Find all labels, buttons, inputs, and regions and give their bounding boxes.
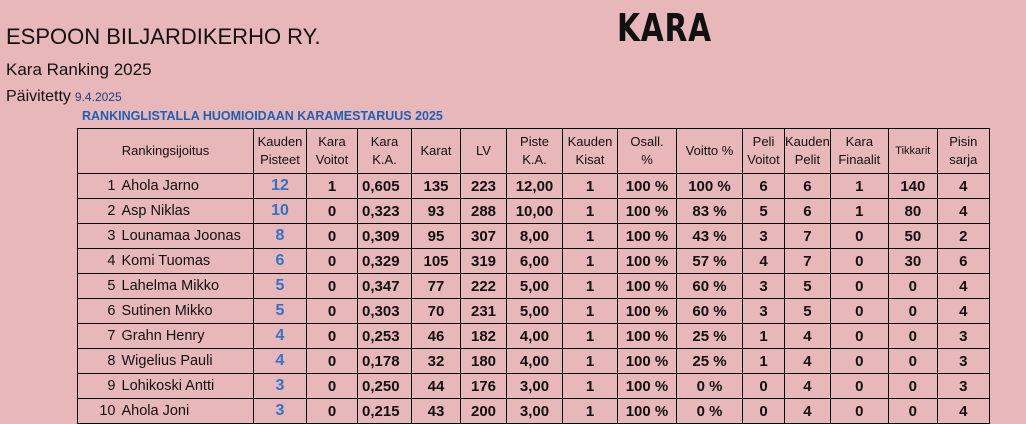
lv-cell: 180 <box>461 349 507 374</box>
header-lv: LV <box>461 129 507 174</box>
events-cell: 1 <box>563 399 618 424</box>
kara-avg-cell: 0,250 <box>358 374 412 399</box>
points-cell: 6 <box>254 249 307 274</box>
kara-avg-cell: 0,178 <box>358 349 412 374</box>
lv-cell: 307 <box>461 224 507 249</box>
win-pct-cell: 25 % <box>677 349 743 374</box>
tikkarit-cell: 0 <box>888 299 937 324</box>
win-pct-cell: 0 % <box>677 374 743 399</box>
game-wins-cell: 3 <box>743 299 785 324</box>
game-wins-cell: 0 <box>743 374 785 399</box>
player-name: Ahola Jarno <box>119 174 254 199</box>
table-row <box>78 374 990 399</box>
player-name: Komi Tuomas <box>119 249 254 274</box>
points-cell: 12 <box>254 174 307 199</box>
tikkarit-cell: 50 <box>888 224 937 249</box>
points-avg-cell: 4,00 <box>507 349 563 374</box>
games-cell: 7 <box>785 224 831 249</box>
events-cell: 1 <box>563 224 618 249</box>
games-cell: 4 <box>785 374 831 399</box>
club-name: ESPOON BILJARDIKERHO RY. <box>6 24 321 49</box>
longest-run-cell: 6 <box>937 249 989 274</box>
player-name: Grahn Henry <box>119 324 254 349</box>
tikkarit-cell: 0 <box>888 274 937 299</box>
win-pct-cell: 25 % <box>677 324 743 349</box>
finals-cell: 1 <box>830 174 888 199</box>
player-name: Lahelma Mikko <box>119 274 254 299</box>
karat-cell: 43 <box>412 399 461 424</box>
longest-run-cell: 3 <box>937 349 989 374</box>
rank-cell: 5 <box>78 274 119 299</box>
table-row <box>78 349 990 374</box>
games-cell: 5 <box>785 299 831 324</box>
longest-run-cell: 3 <box>937 374 989 399</box>
header-tikkarit: Tikkarit <box>888 129 937 174</box>
win-pct-cell: 83 % <box>677 199 743 224</box>
rank-cell: 2 <box>78 199 119 224</box>
points-cell: 8 <box>254 224 307 249</box>
points-avg-cell: 3,00 <box>507 399 563 424</box>
kara-wins-cell: 0 <box>307 224 358 249</box>
karat-cell: 135 <box>412 174 461 199</box>
events-cell: 1 <box>563 299 618 324</box>
points-avg-cell: 6,00 <box>507 249 563 274</box>
points-cell: 5 <box>254 299 307 324</box>
win-pct-cell: 0 % <box>677 399 743 424</box>
points-avg-cell: 5,00 <box>507 274 563 299</box>
win-pct-cell: 43 % <box>677 224 743 249</box>
karat-cell: 105 <box>412 249 461 274</box>
kara-avg-cell: 0,215 <box>358 399 412 424</box>
game-wins-cell: 0 <box>743 399 785 424</box>
header-kara-finaalit: Kara Finaalit <box>830 129 888 174</box>
kara-avg-cell: 0,309 <box>358 224 412 249</box>
win-pct-cell: 57 % <box>677 249 743 274</box>
longest-run-cell: 3 <box>937 324 989 349</box>
player-name: Lounamaa Joonas <box>119 224 254 249</box>
participation-cell: 100 % <box>618 374 677 399</box>
finals-cell: 0 <box>830 274 888 299</box>
table-row <box>78 199 990 224</box>
rank-cell: 8 <box>78 349 119 374</box>
kara-avg-cell: 0,347 <box>358 274 412 299</box>
lv-cell: 319 <box>461 249 507 274</box>
lv-cell: 288 <box>461 199 507 224</box>
points-cell: 4 <box>254 349 307 374</box>
games-cell: 4 <box>785 399 831 424</box>
rank-cell: 10 <box>78 399 119 424</box>
rank-cell: 7 <box>78 324 119 349</box>
kara-wins-cell: 0 <box>307 199 358 224</box>
karat-cell: 46 <box>412 324 461 349</box>
table-row <box>78 224 990 249</box>
player-name: Ahola Joni <box>119 399 254 424</box>
header-voitto: Voitto % <box>677 129 743 174</box>
game-wins-cell: 1 <box>743 324 785 349</box>
tikkarit-cell: 80 <box>888 199 937 224</box>
events-cell: 1 <box>563 324 618 349</box>
events-cell: 1 <box>563 349 618 374</box>
events-cell: 1 <box>563 249 618 274</box>
finals-cell: 0 <box>830 299 888 324</box>
kara-wins-cell: 0 <box>307 324 358 349</box>
points-avg-cell: 4,00 <box>507 324 563 349</box>
karat-cell: 70 <box>412 299 461 324</box>
tikkarit-cell: 140 <box>888 174 937 199</box>
longest-run-cell: 4 <box>937 399 989 424</box>
ranking-note: RANKINGLISTALLA HUOMIOIDAAN KARAMESTARUUS 2025 <box>82 109 443 123</box>
games-cell: 4 <box>785 324 831 349</box>
header-kara-ka: Kara K.A. <box>358 129 412 174</box>
subtitle: Kara Ranking 2025 <box>6 60 152 79</box>
lv-cell: 200 <box>461 399 507 424</box>
longest-run-cell: 4 <box>937 299 989 324</box>
kara-avg-cell: 0,303 <box>358 299 412 324</box>
player-name: Sutinen Mikko <box>119 299 254 324</box>
updated-label: Päivitetty <box>6 88 71 105</box>
longest-run-cell: 4 <box>937 199 989 224</box>
header-kauden-pelit: Kauden Pelit <box>785 129 831 174</box>
header-piste-ka: Piste K.A. <box>507 129 563 174</box>
lv-cell: 182 <box>461 324 507 349</box>
points-avg-cell: 12,00 <box>507 174 563 199</box>
finals-cell: 1 <box>830 199 888 224</box>
points-cell: 5 <box>254 274 307 299</box>
karat-cell: 95 <box>412 224 461 249</box>
table-row <box>78 274 990 299</box>
kara-wins-cell: 0 <box>307 274 358 299</box>
kara-wins-cell: 0 <box>307 349 358 374</box>
longest-run-cell: 2 <box>937 224 989 249</box>
points-avg-cell: 8,00 <box>507 224 563 249</box>
lv-cell: 223 <box>461 174 507 199</box>
rank-cell: 6 <box>78 299 119 324</box>
tikkarit-cell: 0 <box>888 349 937 374</box>
kara-wins-cell: 0 <box>307 249 358 274</box>
rank-cell: 1 <box>78 174 119 199</box>
updated-date: 9.4.2025 <box>74 90 122 104</box>
header-kauden-kisat: Kauden Kisat <box>563 129 618 174</box>
points-cell: 3 <box>254 374 307 399</box>
win-pct-cell: 100 % <box>677 174 743 199</box>
player-name: Asp Niklas <box>119 199 254 224</box>
player-name: Wigelius Pauli <box>119 349 254 374</box>
header-osall: Osall. % <box>618 129 677 174</box>
win-pct-cell: 60 % <box>677 274 743 299</box>
header-kara-voitot: Kara Voitot <box>307 129 358 174</box>
lv-cell: 222 <box>461 274 507 299</box>
longest-run-cell: 4 <box>937 174 989 199</box>
lv-cell: 176 <box>461 374 507 399</box>
header-row <box>78 129 990 174</box>
participation-cell: 100 % <box>618 324 677 349</box>
lv-cell: 231 <box>461 299 507 324</box>
points-avg-cell: 3,00 <box>507 374 563 399</box>
participation-cell: 100 % <box>618 249 677 274</box>
kara-avg-cell: 0,253 <box>358 324 412 349</box>
finals-cell: 0 <box>830 374 888 399</box>
rank-cell: 3 <box>78 224 119 249</box>
events-cell: 1 <box>563 274 618 299</box>
header-peli-voitot: Peli Voitot <box>743 129 785 174</box>
table-row <box>78 324 990 349</box>
header-karat: Karat <box>412 129 461 174</box>
games-cell: 5 <box>785 274 831 299</box>
page-title: KARA <box>617 6 712 50</box>
tikkarit-cell: 0 <box>888 374 937 399</box>
karat-cell: 77 <box>412 274 461 299</box>
kara-wins-cell: 0 <box>307 299 358 324</box>
longest-run-cell: 4 <box>937 274 989 299</box>
header-rank: Rankingsijoitus <box>78 129 254 174</box>
kara-wins-cell: 1 <box>307 174 358 199</box>
finals-cell: 0 <box>830 324 888 349</box>
table-row <box>78 174 990 199</box>
game-wins-cell: 5 <box>743 199 785 224</box>
table-row <box>78 299 990 324</box>
points-cell: 4 <box>254 324 307 349</box>
participation-cell: 100 % <box>618 299 677 324</box>
participation-cell: 100 % <box>618 199 677 224</box>
kara-wins-cell: 0 <box>307 374 358 399</box>
points-avg-cell: 10,00 <box>507 199 563 224</box>
participation-cell: 100 % <box>618 174 677 199</box>
karat-cell: 44 <box>412 374 461 399</box>
win-pct-cell: 60 % <box>677 299 743 324</box>
game-wins-cell: 4 <box>743 249 785 274</box>
points-cell: 3 <box>254 399 307 424</box>
game-wins-cell: 6 <box>743 174 785 199</box>
game-wins-cell: 1 <box>743 349 785 374</box>
games-cell: 4 <box>785 349 831 374</box>
participation-cell: 100 % <box>618 224 677 249</box>
tikkarit-cell: 30 <box>888 249 937 274</box>
kara-avg-cell: 0,605 <box>358 174 412 199</box>
kara-wins-cell: 0 <box>307 399 358 424</box>
ranking-table <box>77 128 990 424</box>
events-cell: 1 <box>563 199 618 224</box>
events-cell: 1 <box>563 174 618 199</box>
points-avg-cell: 5,00 <box>507 299 563 324</box>
header-pisin-sarja: Pisin sarja <box>937 129 989 174</box>
events-cell: 1 <box>563 374 618 399</box>
table-row <box>78 249 990 274</box>
games-cell: 6 <box>785 199 831 224</box>
rank-cell: 9 <box>78 374 119 399</box>
table-row <box>78 399 990 424</box>
participation-cell: 100 % <box>618 399 677 424</box>
participation-cell: 100 % <box>618 349 677 374</box>
game-wins-cell: 3 <box>743 274 785 299</box>
points-cell: 10 <box>254 199 307 224</box>
tikkarit-cell: 0 <box>888 324 937 349</box>
header-kauden-pisteet: Kauden Pisteet <box>254 129 307 174</box>
rank-cell: 4 <box>78 249 119 274</box>
karat-cell: 32 <box>412 349 461 374</box>
kara-avg-cell: 0,329 <box>358 249 412 274</box>
finals-cell: 0 <box>830 224 888 249</box>
finals-cell: 0 <box>830 349 888 374</box>
games-cell: 6 <box>785 174 831 199</box>
karat-cell: 93 <box>412 199 461 224</box>
kara-avg-cell: 0,323 <box>358 199 412 224</box>
finals-cell: 0 <box>830 249 888 274</box>
game-wins-cell: 3 <box>743 224 785 249</box>
player-name: Lohikoski Antti <box>119 374 254 399</box>
tikkarit-cell: 0 <box>888 399 937 424</box>
games-cell: 7 <box>785 249 831 274</box>
finals-cell: 0 <box>830 399 888 424</box>
participation-cell: 100 % <box>618 274 677 299</box>
updated-line <box>6 88 122 106</box>
